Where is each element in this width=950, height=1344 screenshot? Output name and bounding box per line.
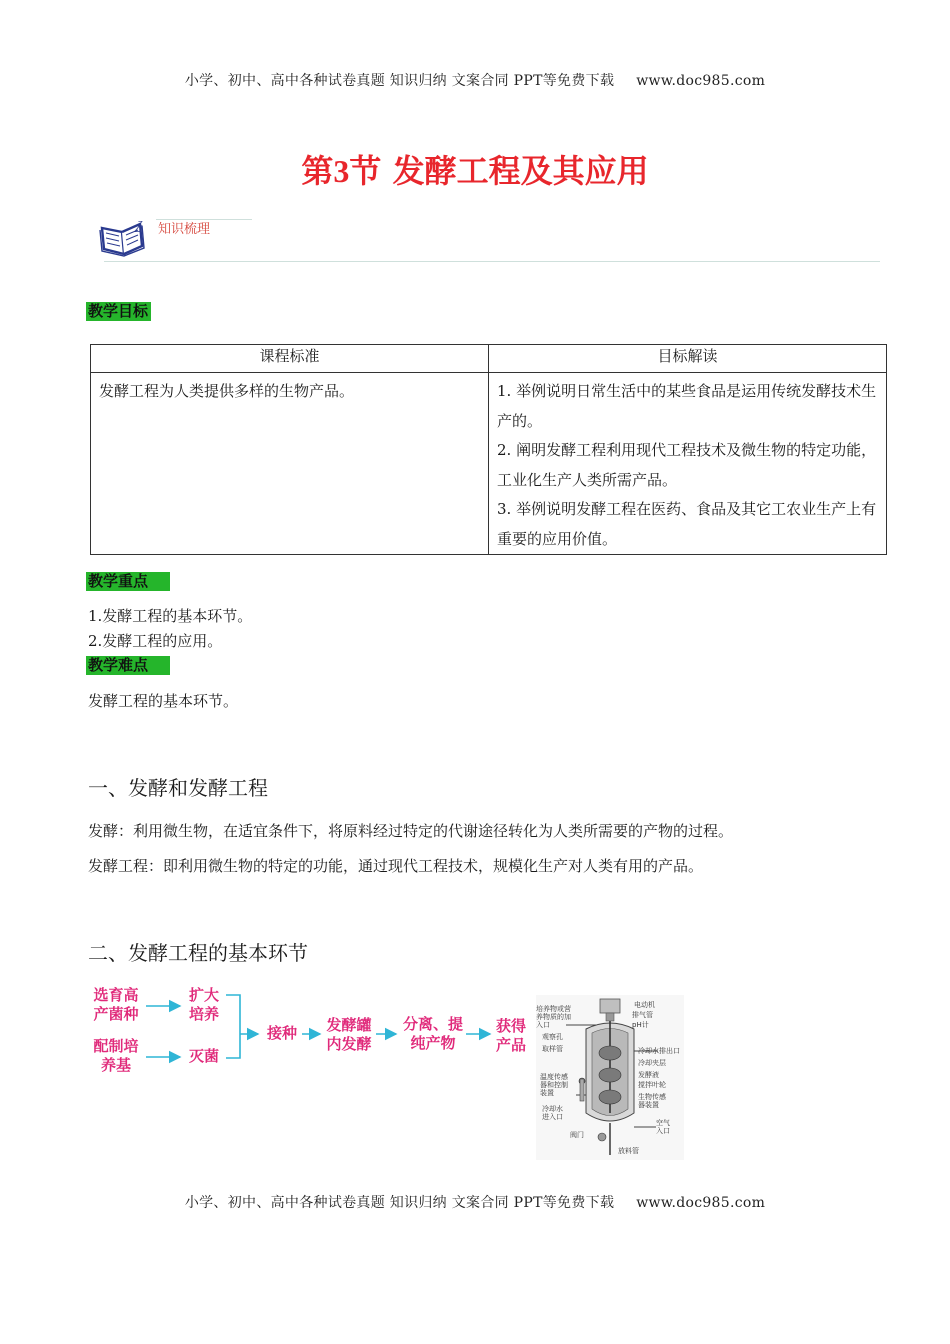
flow-text: 产菌种 xyxy=(93,1005,139,1023)
fermenter-label-motor: 电动机 xyxy=(634,1001,655,1009)
flow-text: 内发酵 xyxy=(326,1035,372,1053)
flow-text: 获得 xyxy=(495,1017,526,1035)
difficulties-text: 发酵工程的基本环节。 xyxy=(88,692,239,710)
flow-prepare-medium xyxy=(90,1037,142,1075)
title-text: 节 发酵工程及其应用 xyxy=(349,152,649,190)
table-header-interpretation: 目标解读 xyxy=(489,345,887,373)
flow-inoculate: 接种 xyxy=(266,1024,297,1042)
flow-text: 选育高 xyxy=(93,986,139,1004)
label-line: 空气 xyxy=(656,1119,670,1127)
flow-sterilize: 灭菌 xyxy=(188,1047,219,1065)
fermenter-label-exhaust: 排气管 xyxy=(632,1011,653,1019)
flow-text: 配制培 xyxy=(93,1037,139,1055)
fermenter-label-biosensor xyxy=(638,1093,678,1109)
flow-text: 扩大 xyxy=(188,986,219,1004)
label-line: 入口 xyxy=(536,1021,550,1029)
label-line: 装置 xyxy=(540,1089,554,1097)
section-divider xyxy=(104,261,880,262)
label-line: 生物传感 xyxy=(638,1093,666,1101)
interpretation-item: 1. 举例说明日常生活中的某些食品是运用传统发酵技术生产的。 xyxy=(497,382,877,430)
fermenter-label-discharge: 放料管 xyxy=(618,1147,639,1155)
flow-select-strain xyxy=(90,986,142,1024)
header-site: www.doc985.com xyxy=(636,73,766,89)
page-title xyxy=(0,146,950,192)
label-line: 冷却水 xyxy=(542,1105,563,1113)
section1-paragraph: 发酵：利用微生物，在适宜条件下，将原料经过特定的代谢途径转化为人类所需要的产物的过程。 xyxy=(88,822,734,840)
label-line: 器和控制 xyxy=(540,1081,568,1089)
flow-text: 产品 xyxy=(495,1036,526,1054)
flow-text: 培养 xyxy=(188,1005,219,1023)
fermenter-label-feed-inlet xyxy=(536,1005,580,1029)
label-line: 培养物或营 xyxy=(536,1005,571,1013)
label-line: 温度传感 xyxy=(540,1073,568,1081)
goals-table xyxy=(90,344,887,555)
fermenter-label-broth: 发酵液 xyxy=(638,1071,659,1079)
footer-site: www.doc985.com xyxy=(636,1195,766,1211)
flow-text: 纯产物 xyxy=(410,1034,456,1052)
label-line: 器装置 xyxy=(638,1101,659,1109)
section2-heading: 二、发酵工程的基本环节 xyxy=(88,941,308,965)
difficulties-label: 教学难点 xyxy=(86,656,170,675)
fermenter-label-air-inlet xyxy=(656,1119,680,1135)
interpretation-item: 3. 举例说明发酵工程在医药、食品及其它工农业生产上有重要的应用价值。 xyxy=(497,500,877,548)
page-header xyxy=(0,70,950,90)
fermenter-label-observation-hole: 观察孔 xyxy=(542,1033,563,1041)
fermenter-label-valve: 阀门 xyxy=(570,1131,584,1139)
svg-text:Z: Z xyxy=(134,225,141,235)
label-line: 养物质的加 xyxy=(536,1013,571,1021)
book-icon xyxy=(98,218,152,258)
title-prefix: 第 xyxy=(301,152,334,190)
fermenter-diagram xyxy=(536,995,684,1160)
fermenter-label-cooling-inlet xyxy=(542,1105,576,1121)
bracket-merge xyxy=(226,995,240,1058)
key-points-label: 教学重点 xyxy=(86,572,170,591)
label-line: 入口 xyxy=(656,1127,670,1135)
flow-text: 发酵罐 xyxy=(326,1016,372,1034)
table-cell-interpretation xyxy=(489,373,887,555)
flow-text: 养基 xyxy=(100,1056,131,1074)
key-point-item: 2.发酵工程的应用。 xyxy=(88,632,223,650)
header-text: 小学、初中、高中各种试卷真题 知识归纳 文案合同 PPT等免费下载 xyxy=(184,73,615,89)
fermenter-label-temp-sensor xyxy=(540,1073,580,1097)
interpretation-item: 2. 阐明发酵工程利用现代工程技术及微生物的特定功能，工业化生产人类所需产品。 xyxy=(497,441,877,489)
title-number: 3 xyxy=(333,153,350,189)
section-tag: 知识梳理 xyxy=(158,222,211,237)
svg-text:Z: Z xyxy=(138,220,143,228)
table-header-standard: 课程标准 xyxy=(91,345,489,373)
footer-text: 小学、初中、高中各种试卷真题 知识归纳 文案合同 PPT等免费下载 xyxy=(184,1195,615,1211)
flow-text: 分离、提 xyxy=(402,1015,463,1033)
fermenter-label-impeller: 搅拌叶轮 xyxy=(638,1081,666,1089)
fermenter-label-sampling-tube: 取样管 xyxy=(542,1045,563,1053)
teaching-goals-label: 教学目标 xyxy=(86,302,151,321)
fermenter-label-cooling-outlet: 冷却水排出口 xyxy=(638,1047,680,1055)
table-cell-standard: 发酵工程为人类提供多样的生物产品。 xyxy=(91,373,489,555)
key-point-item: 1.发酵工程的基本环节。 xyxy=(88,607,253,625)
flow-arrows xyxy=(140,990,500,1065)
fermenter-label-ph-meter: pH计 xyxy=(632,1021,649,1029)
page-footer xyxy=(0,1192,950,1212)
label-line: 进入口 xyxy=(542,1113,563,1121)
fermenter-label-cooling-jacket: 冷却夹层 xyxy=(638,1059,666,1067)
section1-paragraph: 发酵工程：即利用微生物的特定的功能，通过现代工程技术，规模化生产对人类有用的产品。 xyxy=(88,857,704,875)
section1-heading: 一、发酵和发酵工程 xyxy=(88,776,268,800)
